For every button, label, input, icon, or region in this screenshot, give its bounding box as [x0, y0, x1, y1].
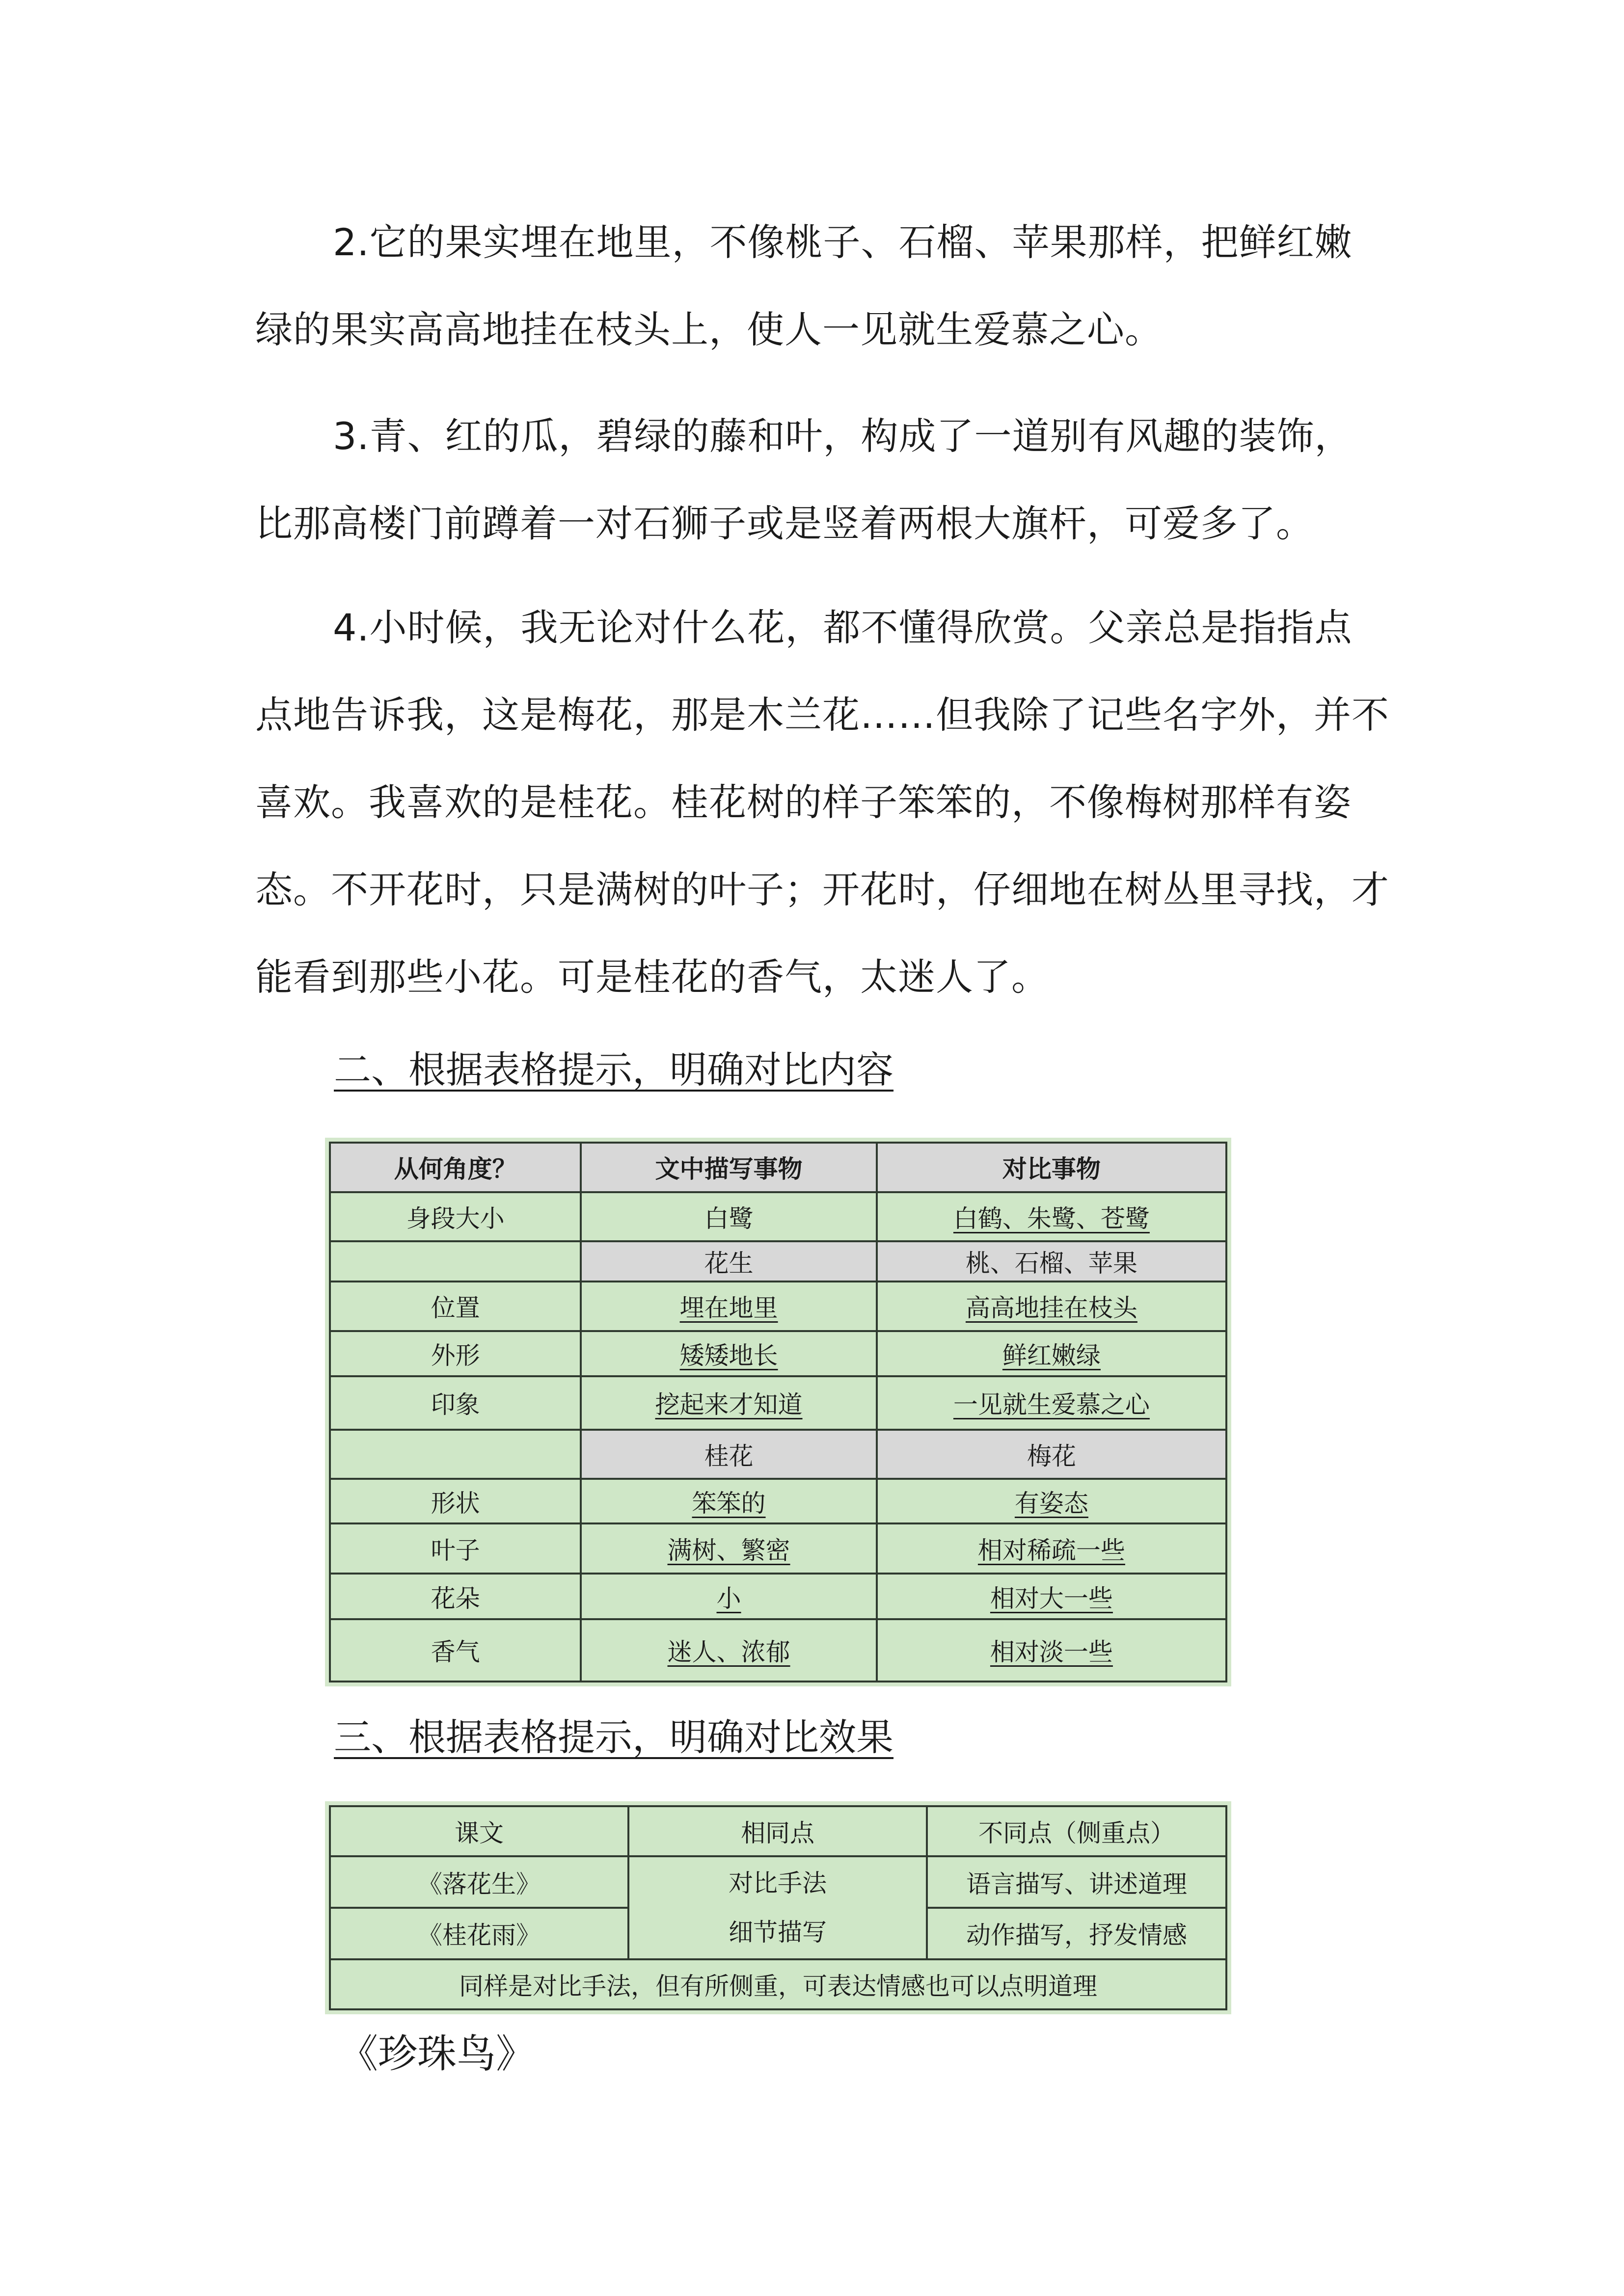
header-lesson: 课文 — [330, 1806, 628, 1856]
contrast-cell: 相对淡一些 — [990, 1638, 1113, 1667]
angle-cell: 外形 — [330, 1331, 581, 1376]
section-2-heading: 二、根据表格提示，明确对比内容 — [334, 1048, 893, 1092]
next-lesson-title: 《珍珠鸟》 — [339, 2031, 535, 2077]
table-row — [330, 1619, 1226, 1682]
table-row — [330, 1430, 1226, 1479]
header-described: 文中描写事物 — [581, 1143, 877, 1192]
table-row — [330, 1574, 1226, 1619]
angle-cell: 形状 — [330, 1479, 581, 1523]
header-difference: 不同点（侧重点） — [927, 1806, 1226, 1856]
described-cell: 白鹭 — [581, 1192, 877, 1242]
table-row — [330, 1959, 1226, 2010]
described-cell: 小 — [716, 1584, 741, 1613]
table-row — [330, 1241, 1226, 1281]
paragraph-text: 它的果实埋在地里，不像桃子、石榴、苹果那样，把鲜红嫩绿的果实高高地挂在枝头上，使人一见就生爱慕之心。 — [255, 220, 1353, 351]
described-cell: 迷人、浓郁 — [667, 1638, 790, 1667]
paragraph-number: 4. — [333, 606, 370, 649]
contrast-cell: 桃、石榴、苹果 — [877, 1241, 1226, 1281]
described-cell: 笨笨的 — [692, 1489, 766, 1518]
contrast-cell: 梅花 — [877, 1430, 1226, 1479]
paragraph-text: 青、红的瓜，碧绿的藤和叶，构成了一道别有风趣的装饰，比那高楼门前蹲着一对石狮子或是竖着两根大旗杆，可爱多了。 — [255, 414, 1353, 545]
contrast-cell: 高高地挂在枝头 — [965, 1294, 1137, 1323]
lesson-title: 《落花生》 — [330, 1856, 628, 1908]
lesson-title: 《桂花雨》 — [330, 1908, 628, 1959]
contrast-cell: 鲜红嫩绿 — [1002, 1341, 1101, 1370]
paragraph-3 — [255, 393, 1389, 567]
table-row — [330, 1331, 1226, 1376]
angle-cell — [330, 1430, 581, 1479]
paragraph-number: 3. — [333, 414, 370, 458]
difference-cell: 语言描写、讲述道理 — [927, 1856, 1226, 1908]
contrast-cell: 一见就生爱慕之心 — [953, 1390, 1150, 1419]
angle-cell: 印象 — [330, 1376, 581, 1430]
table-row — [330, 1281, 1226, 1331]
similarity-cell — [628, 1856, 927, 1959]
comparison-effect-table — [325, 1801, 1231, 2014]
angle-cell — [330, 1241, 581, 1281]
summary-cell: 同样是对比手法，但有所侧重，可表达情感也可以点明道理 — [330, 1959, 1226, 2010]
described-cell: 桂花 — [581, 1430, 877, 1479]
table-row — [330, 1192, 1226, 1242]
table-row — [330, 1376, 1226, 1430]
contrast-cell: 相对大一些 — [990, 1584, 1113, 1613]
difference-cell: 动作描写，抒发情感 — [927, 1908, 1226, 1959]
comparison-content-table — [325, 1138, 1231, 1686]
angle-cell: 香气 — [330, 1619, 581, 1682]
described-cell: 挖起来才知道 — [655, 1390, 803, 1419]
table-row — [330, 1523, 1226, 1574]
angle-cell: 身段大小 — [330, 1192, 581, 1242]
header-contrast: 对比事物 — [877, 1143, 1226, 1192]
paragraph-number: 2. — [333, 220, 370, 264]
header-similarity: 相同点 — [628, 1806, 927, 1856]
paragraph-4 — [255, 584, 1389, 1021]
section-3-heading: 三、根据表格提示，明确对比效果 — [334, 1715, 893, 1759]
similarity-item: 细节描写 — [729, 1918, 827, 1947]
described-cell: 花生 — [581, 1241, 877, 1281]
similarity-item: 对比手法 — [729, 1869, 827, 1897]
contrast-cell: 相对稀疏一些 — [977, 1536, 1125, 1565]
described-cell: 埋在地里 — [679, 1294, 778, 1323]
contrast-cell: 有姿态 — [1014, 1489, 1088, 1518]
angle-cell: 叶子 — [330, 1523, 581, 1574]
header-angle: 从何角度？ — [330, 1143, 581, 1192]
paragraph-2 — [255, 199, 1389, 374]
table-row — [330, 1479, 1226, 1523]
table-row — [330, 1856, 1226, 1908]
paragraph-text: 小时候，我无论对什么花，都不懂得欣赏。父亲总是指指点点地告诉我，这是梅花，那是木兰花……但我除了记些名字外，并不喜欢。我喜欢的是桂花。桂花树的样子笨笨的，不像梅树那样有姿态。不开花时，只是满树的叶子；开花时，仔细地在树丛里寻找，才能看到那些小花。可是桂花的香气，太迷人了。 — [255, 606, 1389, 999]
angle-cell: 位置 — [330, 1281, 581, 1331]
described-cell: 矮矮地长 — [679, 1341, 778, 1370]
contrast-cell: 白鹤、朱鹭、苍鹭 — [953, 1204, 1150, 1233]
angle-cell: 花朵 — [330, 1574, 581, 1619]
described-cell: 满树、繁密 — [667, 1536, 790, 1565]
